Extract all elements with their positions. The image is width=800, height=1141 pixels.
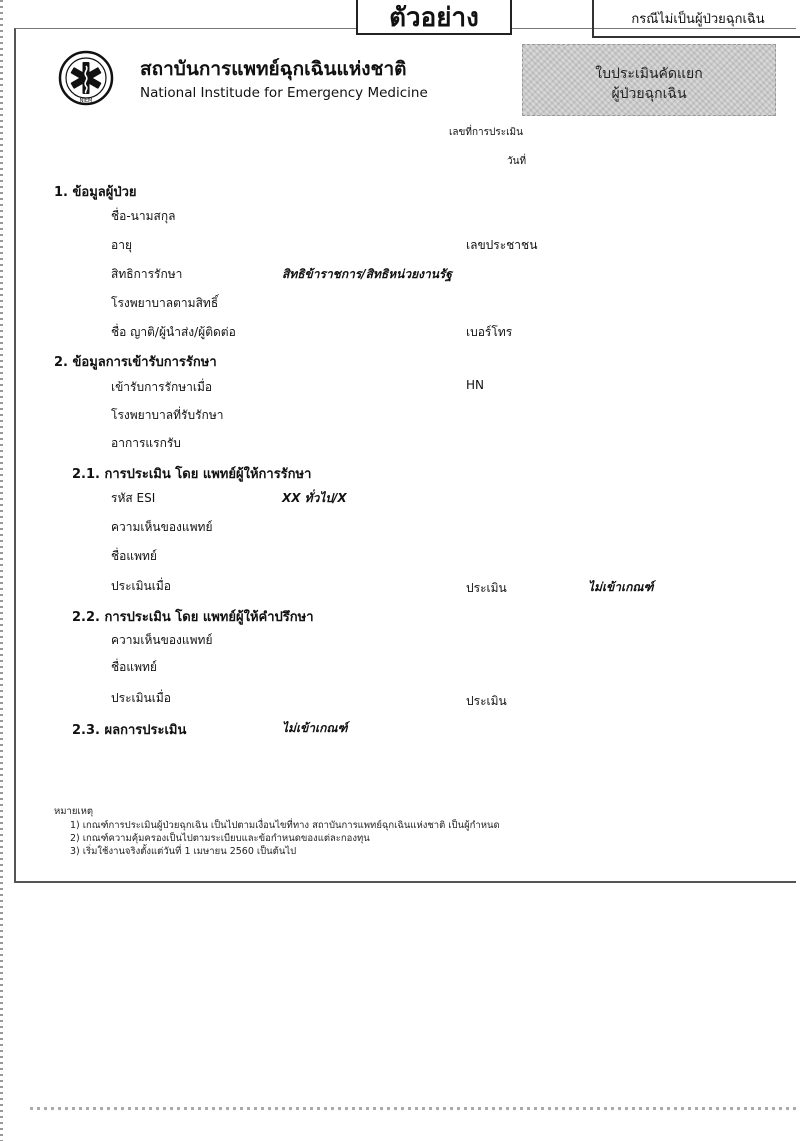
assessed-at-label: ประเมินเมื่อ — [111, 579, 171, 593]
hn-label: HN — [466, 378, 484, 392]
date-label: วันที่ — [507, 156, 527, 167]
rights-value: สิทธิข้าราชการ/สิทธิหน่วยงานรัฐ — [282, 267, 452, 281]
svg-text:NIEM: NIEM — [79, 98, 93, 104]
section22-heading: 2.2. การประเมิน โดย แพทย์ผู้ให้คำปรึกษา — [72, 610, 314, 625]
case-label: กรณีไม่เป็นผู้ป่วยฉุกเฉิน — [592, 0, 800, 38]
notes-heading: หมายเหตุ — [54, 806, 94, 817]
note-item: 1) เกณฑ์การประเมินผู้ป่วยฉุกเฉิน เป็นไปตามเงื่อนไขที่ทาง สถาบันการแพทย์ฉุกเฉินแห่งชาติ เป็นผู้กำหนด — [70, 820, 500, 831]
section1-heading: 1. ข้อมูลผู้ป่วย — [54, 185, 137, 200]
org-name-thai: สถาบันการแพทย์ฉุกเฉินแห่งชาติ — [140, 58, 407, 80]
assessment-label: ประเมิน — [466, 581, 507, 595]
form-title-line1: ใบประเมินคัดแยก — [595, 66, 703, 82]
org-name-english: National Institude for Emergency Medicine — [140, 85, 428, 101]
rights-label: สิทธิการรักษา — [111, 267, 183, 281]
esi-value: XX ทั่วไป/X — [282, 491, 347, 505]
niem-logo-icon — [58, 50, 114, 106]
treating-hospital-label: โรงพยาบาลที่รับรักษา — [111, 408, 224, 422]
section2-heading: 2. ข้อมูลการเข้ารับการรักษา — [54, 355, 217, 370]
rights-hospital-label: โรงพยาบาลตามสิทธิ์ — [111, 296, 219, 310]
consult-assessed-at-label: ประเมินเมื่อ — [111, 691, 171, 705]
note-item: 2) เกณฑ์ความคุ้มครองเป็นไปตามระเบียบและข้อกำหนดของแต่ละกองทุน — [70, 833, 370, 844]
admit-label: เข้ารับการรักษาเมื่อ — [111, 380, 213, 394]
patient-name-label: ชื่อ-นามสกุล — [111, 209, 176, 223]
consult-opinion-label: ความเห็นของแพทย์ — [111, 633, 213, 647]
doctor-name-label: ชื่อแพทย์ — [111, 549, 157, 563]
phone-label: เบอร์โทร — [466, 325, 513, 339]
note-item: 3) เริ่มใช้งานจริงตั้งแต่วันที่ 1 เมษายน 2560 เป็นต้นไป — [70, 846, 297, 857]
form-title-stamp — [522, 44, 776, 116]
consult-doctor-name-label: ชื่อแพทย์ — [111, 660, 157, 674]
contact-label: ชื่อ ญาติ/ผู้นำส่ง/ผู้ติดต่อ — [111, 325, 236, 339]
assessment-result-value: ไม่เข้าเกณฑ์ — [588, 580, 654, 594]
form-frame — [14, 28, 796, 883]
section23-heading: 2.3. ผลการประเมิน — [72, 723, 187, 738]
scan-edge-bottom — [30, 1107, 800, 1110]
form-title-line2: ผู้ป่วยฉุกเฉิน — [611, 86, 687, 102]
section21-heading: 2.1. การประเมิน โดย แพทย์ผู้ให้การรักษา — [72, 467, 312, 482]
age-label: อายุ — [111, 238, 132, 252]
consult-assessment-label: ประเมิน — [466, 694, 507, 708]
initial-symptom-label: อาการแรกรับ — [111, 436, 181, 450]
esi-label: รหัส ESI — [111, 491, 156, 505]
assessment-number-label: เลขที่การประเมิน — [449, 127, 523, 138]
doctor-opinion-label: ความเห็นของแพทย์ — [111, 520, 213, 534]
citizen-id-label: เลขประชาชน — [466, 238, 538, 252]
scan-edge-left — [0, 0, 3, 1141]
final-result-value: ไม่เข้าเกณฑ์ — [282, 721, 348, 735]
sample-label: ตัวอย่าง — [356, 0, 512, 35]
